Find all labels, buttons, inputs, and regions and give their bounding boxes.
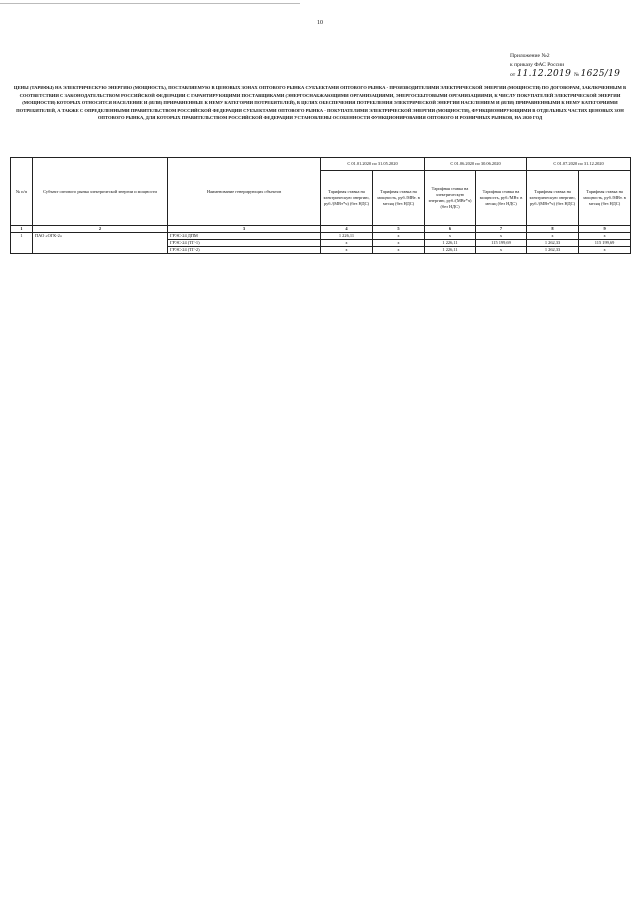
cell-value: x [476, 233, 527, 240]
appendix-title: Приложение №2 [510, 53, 550, 59]
cell-value: x [579, 233, 631, 240]
cell-value: x [425, 233, 476, 240]
header-period-2: С 01.06.2020 по 30.06.2020 [425, 158, 527, 171]
tariff-table [10, 157, 631, 254]
cell-value: x [373, 240, 425, 247]
row-number: 1 [11, 233, 33, 254]
column-number: 9 [579, 226, 631, 233]
order-date: 11.12.2019 [516, 69, 572, 79]
column-number: 2 [33, 226, 168, 233]
cell-value: x [579, 247, 631, 254]
cell-value: 1 226,11 [425, 240, 476, 247]
header-power-rate: Тарифная ставка на мощность, руб./МВт. в месяц (без НДС) [579, 171, 631, 226]
cell-value: 1 226,11 [425, 247, 476, 254]
from-label: от [510, 72, 516, 78]
column-number: 5 [373, 226, 425, 233]
cell-value: 1 226,11 [321, 233, 373, 240]
header-object: Наименование генерирующих объектов [168, 158, 321, 226]
object-name: ГРЭС-24 ДПМ [168, 233, 321, 240]
column-number: 8 [527, 226, 579, 233]
cell-value: x [373, 233, 425, 240]
header-period-1: С 01.01.2020 по 31.05.2020 [321, 158, 425, 171]
header-no: № п/п [11, 158, 33, 226]
cell-value: x [321, 247, 373, 254]
page-number: 10 [317, 20, 323, 26]
cell-value: 1 262,33 [527, 240, 579, 247]
top-rule [0, 3, 300, 4]
header-energy-rate: Тарифная ставка на электрическую энергию, руб./(МВт*ч) (без НДС) [425, 171, 476, 226]
column-number: 4 [321, 226, 373, 233]
column-number: 6 [425, 226, 476, 233]
cell-value: x [373, 247, 425, 254]
object-name: ГРЭС-24 (ТГ-2) [168, 247, 321, 254]
header-energy-rate: Тарифная ставка на электрическую энергию, руб./(МВт*ч) (без НДС) [527, 171, 579, 226]
cell-value: x [321, 240, 373, 247]
header-subject: Субъект оптового рынка электрической энергии и мощности [33, 158, 168, 226]
column-number: 7 [476, 226, 527, 233]
header-energy-rate: Тарифная ставка на электрическую энергию, руб./(МВт*ч) (без НДС) [321, 171, 373, 226]
cell-value: 115 199,69 [476, 240, 527, 247]
column-number: 3 [168, 226, 321, 233]
cell-value: x [476, 247, 527, 254]
subject-name: ПАО «ОГК-2» [33, 233, 168, 254]
appendix-order: к приказу ФАС России [510, 62, 565, 68]
cell-value: 115 199,69 [579, 240, 631, 247]
appendix-date-line [510, 70, 620, 80]
header-power-rate: Тарифная ставка на мощность, руб./МВт. в месяц (без НДС) [373, 171, 425, 226]
header-power-rate: Тарифная ставка на мощность, руб./МВт. в месяц (без НДС) [476, 171, 527, 226]
header-period-3: С 01.07.2020 по 31.12.2020 [527, 158, 631, 171]
appendix-block [510, 52, 620, 80]
object-name: ГРЭС-24 (ТГ-1) [168, 240, 321, 247]
cell-value: x [527, 233, 579, 240]
header-row-periods [11, 158, 631, 171]
order-number: 1625/19 [580, 69, 621, 79]
cell-value: 1 262,33 [527, 247, 579, 254]
column-number: 1 [11, 226, 33, 233]
document-title: ЦЕНЫ (ТАРИФЫ) НА ЭЛЕКТРИЧЕСКУЮ ЭНЕРГИЮ (МОЩНОСТЬ), ПОСТАВЛЯЕМУЮ В ЦЕНОВЫХ ЗОНАХ ОПТОВОГО РЫНКА СУБЪЕКТАМИ ОПТОВОГО РЫНКА - ПРОИЗВОДИТЕЛЯМИ ЭЛЕКТРИЧЕСКОЙ ЭНЕРГИИ (МОЩНОСТИ) ПО ДОГОВОРАМ, ЗАКЛЮЧЕННЫМ В СООТВЕТСТВИИ С ЗАКОНОДАТЕЛЬСТВОМ РОССИЙСКОЙ ФЕДЕРАЦИИ С ГАРАНТИРУЮЩИМИ ПОСТАВЩИКАМИ (ЭНЕРГОСНАБЖАЮЩИМИ ОРГАНИЗАЦИЯМИ, ЭНЕРГОСБЫТОВЫМИ ОРГАНИЗАЦИЯМИ, К ЧИСЛУ ПОКУПАТЕЛЕЙ ЭЛЕКТРИЧЕСКОЙ ЭНЕРГИИ (МОЩНОСТИ) КОТОРЫХ ОТНОСЯТСЯ НАСЕЛЕНИЕ И (ИЛИ) ПРИРАВНЕННЫЕ К НЕМУ КАТЕГОРИИ ПОТРЕБИТЕЛЕЙ), В ЦЕЛЯХ ОБЕСПЕЧЕНИЯ ПОТРЕБЛЕНИЯ ЭЛЕКТРИЧЕСКОЙ ЭНЕРГИИ НАСЕЛЕНИЕМ И (ИЛИ) ПРИРАВНЕННЫМИ К НЕМУ КАТЕГОРИЯМИ ПОТРЕБИТЕЛЕЙ, А ТАКЖЕ С ОПРЕДЕЛЕННЫМИ ПРАВИТЕЛЬСТВОМ РОССИЙСКОЙ ФЕДЕРАЦИИ СУБЪЕКТАМИ ОПТОВОГО РЫНКА - ПОКУПАТЕЛЯМИ ЭЛЕКТРИЧЕСКОЙ ЭНЕРГИИ (МОЩНОСТИ), ФУНКЦИОНИРУЮЩИМИ В ОТДЕЛЬНЫХ ЧАСТЯХ ЦЕНОВЫХ ЗОН ОПТОВОГО РЫНКА, ДЛЯ КОТОРЫХ ПРАВИТЕЛЬСТВОМ РОССИЙСКОЙ ФЕДЕРАЦИИ УСТАНОВЛЕНЫ ОСОБЕННОСТИ ФУНКЦИОНИРОВАНИЯ ОПТОВОГО И РОЗНИЧНЫХ РЫНКОВ, НА 2020 ГОД [13, 85, 627, 121]
number-label: № [573, 72, 580, 78]
column-number-row [11, 226, 631, 233]
table-row [11, 233, 631, 240]
